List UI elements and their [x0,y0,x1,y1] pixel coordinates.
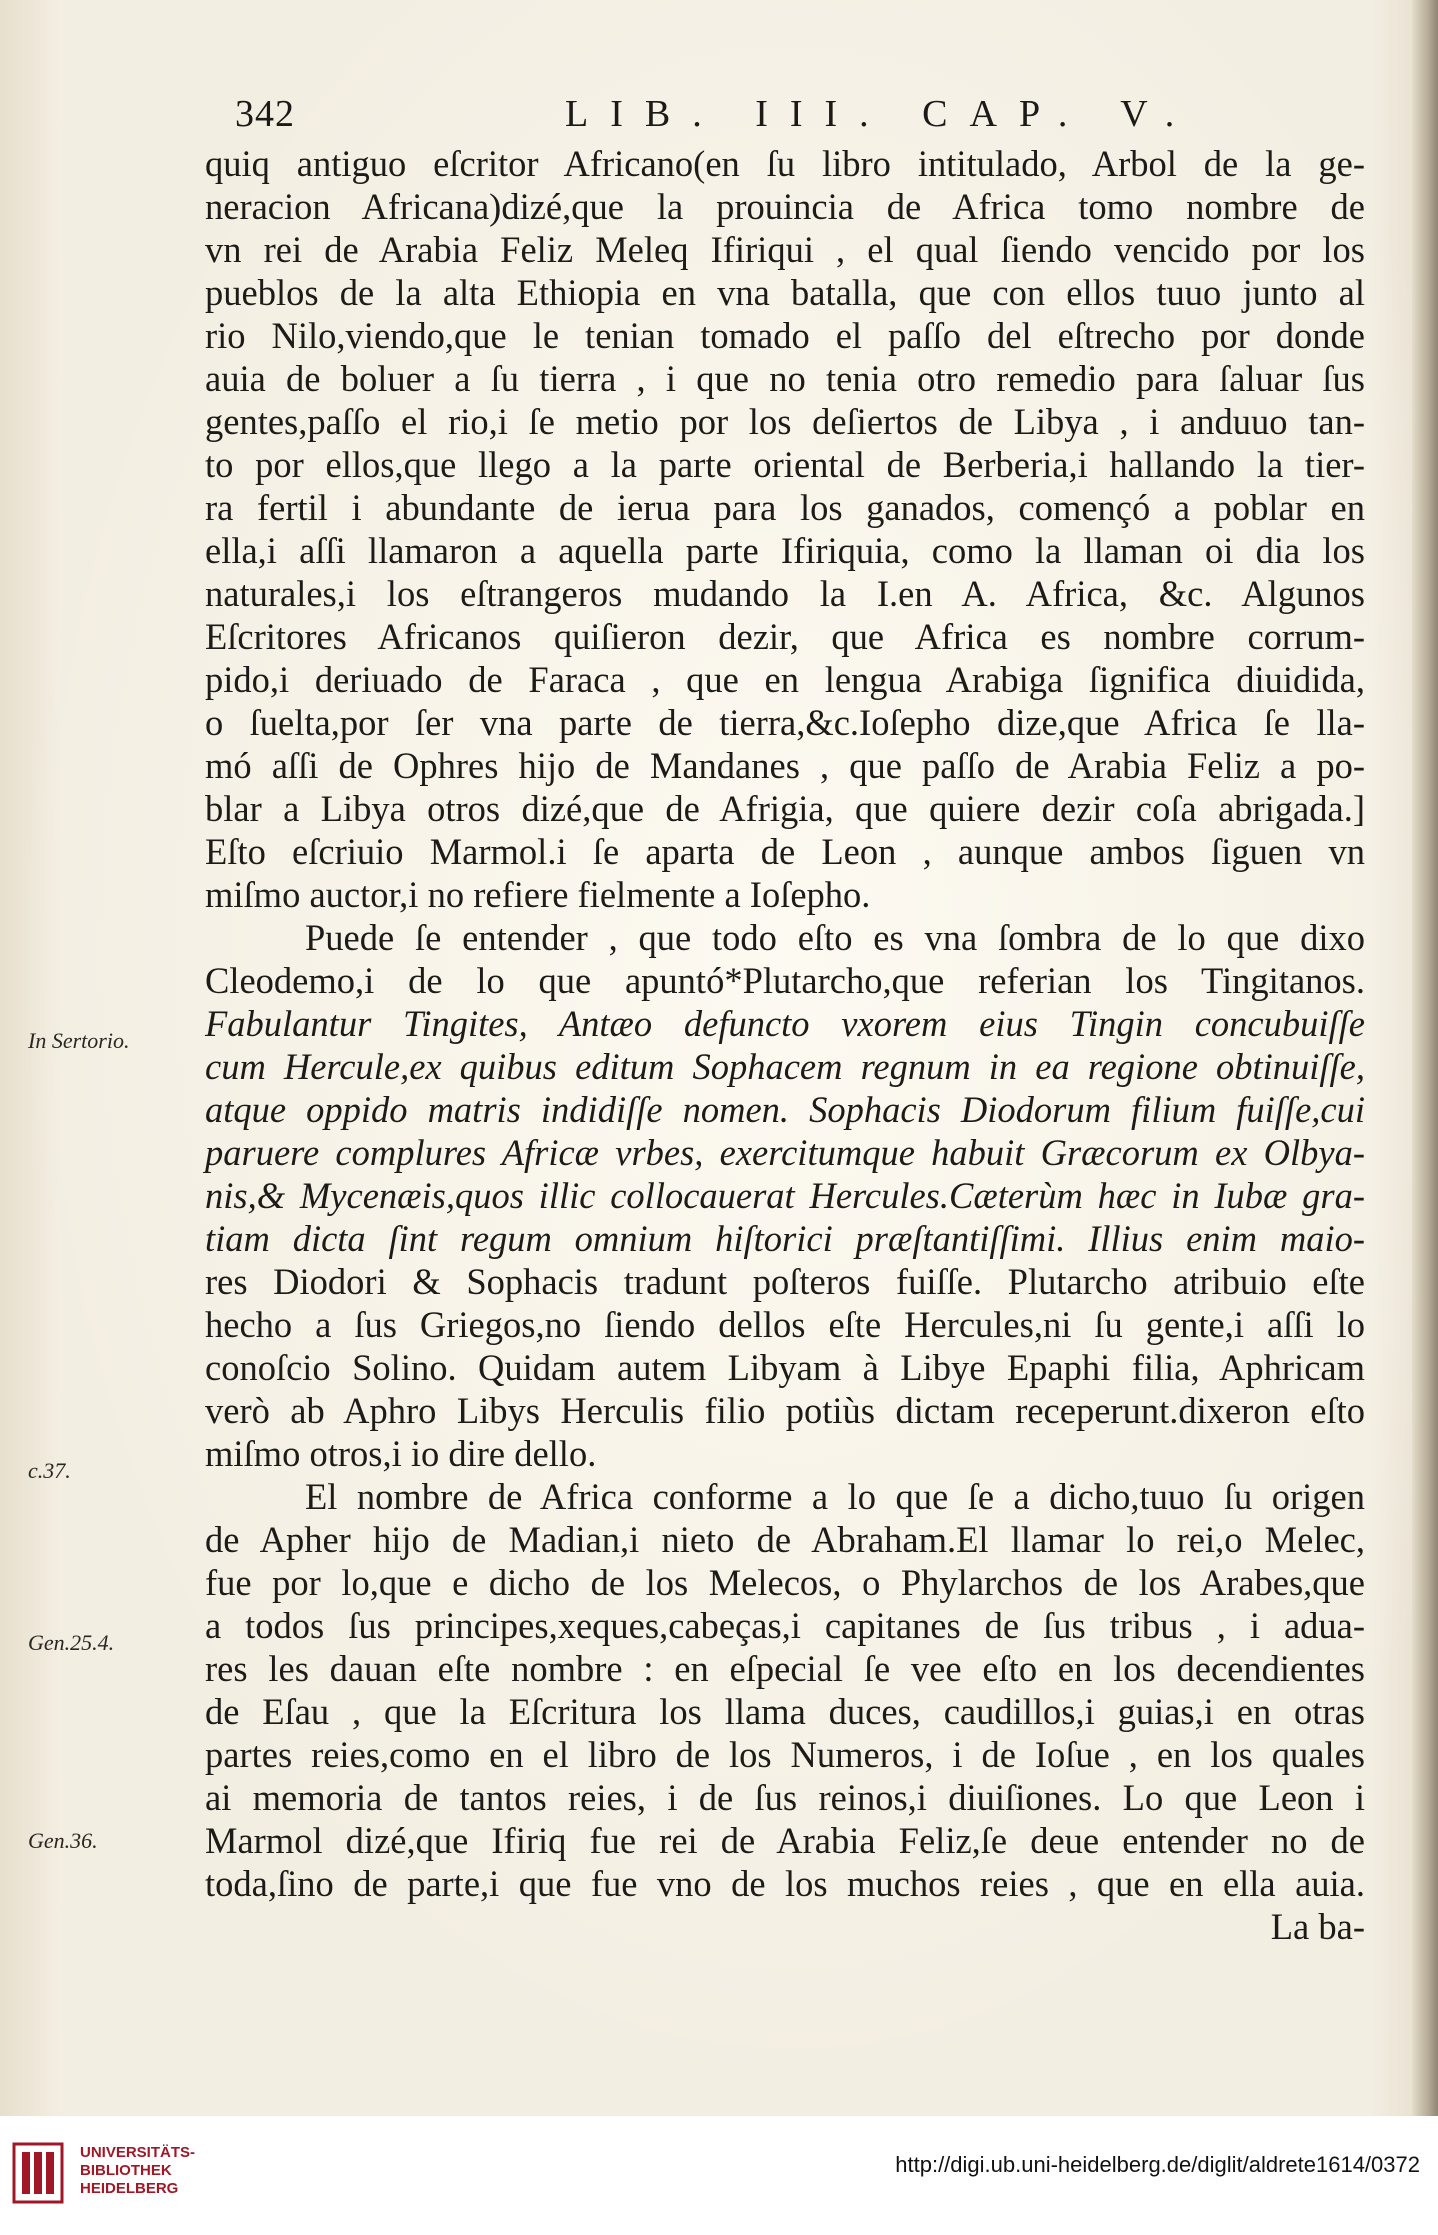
latin-quote-line: nis,& Mycenæis,quos illic collocauerat Hercules.Cæterùm hæc in Iubæ gra- [205,1175,1365,1216]
text-line: ai memoria de tantos reies, i de ſus reinos,i diuiſiones. Lo que Leon i [205,1777,1365,1818]
text-line: neracion Africana)dizé,que la prouincia de Africa tomo nombre de [205,186,1365,227]
text-line: rio Nilo,viendo,que le tenian tomado el paſſo del eſtrecho por donde [205,315,1365,356]
text-line: blar a Libya otros dizé,que de Afrigia, que quiere dezir coſa abrigada.] [205,788,1365,829]
library-name [80,2144,195,2198]
latin-quote-line: atque oppido matris indidiſſe nomen. Sophacis Diodorum filium fuiſſe,cui [205,1089,1365,1130]
margin-note: Gen.25.4. [28,1630,115,1655]
text-line: El nombre de Africa conforme a lo que ſe a dicho,tuuo ſu origen [305,1476,1365,1517]
text-line: quiq antiguo eſcritor Africano(en ſu libro intitulado, Arbol de la ge- [205,143,1365,184]
text-line: partes reies,como en el libro de los Numeros, i de Ioſue , en los quales [205,1734,1365,1775]
latin-quote-line: paruere complures Africæ vrbes, exercitumque habuit Græcorum ex Olbya- [205,1132,1365,1173]
text-line: miſmo auctor,i no refiere fielmente a Ioſepho. [205,874,871,915]
text-line: mó aſſi de Ophres hijo de Mandanes , que paſſo de Arabia Feliz a po- [205,745,1365,786]
text-line: Cleodemo,i de lo que apuntó*Plutarcho,que referian los Tingitanos. [205,960,1365,1001]
text-line: ra fertil i abundante de ierua para los ganados, començó a poblar en [205,487,1365,528]
text-line: de Eſau , que la Eſcritura los llama duces, caudillos,i guias,i en otras [205,1691,1365,1732]
page-edge [1412,0,1438,2116]
text-line: ella,i aſſi llamaron a aquella parte Ifiriquia, como la llaman oi dia los [205,530,1365,571]
text-line: de Apher hijo de Madian,i nieto de Abraham.El llamar lo rei,o Melec, [205,1519,1365,1560]
text-line: fue por lo,que e dicho de los Melecos, o Phylarchos de los Arabes,que [205,1562,1365,1603]
footer-bar [0,2116,1438,2235]
margin-note: In Sertorio. [28,1028,130,1053]
text-line: Marmol dizé,que Ifiriq fue rei de Arabia Feliz,ſe deue entender no de [205,1820,1365,1861]
text-line: res Diodori & Sophacis tradunt poſteros fuiſſe. Plutarcho atribuio eſte [205,1261,1365,1302]
text-line: a todos ſus principes,xeques,cabeças,i capitanes de ſus tribus , i adua- [205,1605,1365,1646]
running-head: LIB. III. CAP. V. [565,93,1197,135]
text-line: auia de boluer a ſu tierra , i que no tenia otro remedio para ſaluar ſus [205,358,1365,399]
library-name-line: UNIVERSITÄTS- [80,2144,196,2161]
page-header [235,92,1385,136]
latin-quote-line: tiam dicta ſint regum omnium hiſtorici præſtantiſſimi. Illius enim maio- [205,1218,1365,1259]
text-line: vn rei de Arabia Feliz Meleq Ifiriqui , el qual ſiendo vencido por los [205,229,1365,270]
text-line: o ſuelta,por ſer vna parte de tierra,&c.Ioſepho dize,que Africa ſe lla- [205,702,1365,743]
text-line: miſmo otros,i io dire dello. [205,1433,597,1474]
library-name-line: HEIDELBERG [80,2180,179,2197]
page-number: 342 [235,93,295,135]
catchword: La ba- [1270,1906,1365,1947]
text-line: pueblos de la alta Ethiopia en vna batalla, que con ellos tuuo junto al [205,272,1365,313]
text-line: Eſto eſcriuio Marmol.i ſe aparta de Leon , aunque ambos ſiguen vn [205,831,1365,872]
library-name-line: BIBLIOTHEK [80,2162,172,2179]
text-line: Eſcritores Africanos quiſieron dezir, que Africa es nombre corrum- [205,616,1365,657]
text-line: pido,i deriuado de Faraca , que en lengua Arabiga ſignifica diuidida, [205,659,1365,700]
text-line: conoſcio Solino. Quidam autem Libyam à Libye Epaphi filia, Aphricam [205,1347,1365,1388]
text-line: Puede ſe entender , que todo eſto es vna ſombra de lo que dixo [305,917,1365,958]
text-line: res les dauan eſte nombre : en eſpecial ſe vee eſto en los decendientes [205,1648,1365,1689]
margin-note: c.37. [28,1458,71,1483]
margin-note: Gen.36. [28,1828,98,1853]
body-text [205,142,1365,1948]
latin-quote-line: cum Hercule,ex quibus editum Sophacem regnum in ea regione obtinuiſſe, [205,1046,1365,1087]
source-url-link[interactable]: http://digi.ub.uni-heidelberg.de/diglit/aldrete1614/0372 [895,2152,1420,2177]
library-logo-icon [12,2140,64,2206]
text-line: verò ab Aphro Libys Herculis filio potiùs dictam receperunt.dixeron eſto [205,1390,1365,1431]
text-line: to por ellos,que llego a la parte oriental de Berberia,i hallando la tier- [205,444,1365,485]
text-line: naturales,i los eſtrangeros mudando la I.en A. Africa, &c. Algunos [205,573,1365,614]
latin-quote-line: Fabulantur Tingites, Antæo defuncto vxorem eius Tingin concubuiſſe [205,1003,1365,1044]
text-line: gentes,paſſo el rio,i ſe metio por los deſiertos de Libya , i anduuo tan- [205,401,1365,442]
text-line: hecho a ſus Griegos,no ſiendo dellos eſte Hercules,ni ſu gente,i aſſi lo [205,1304,1365,1345]
text-line: toda,ſino de parte,i que fue vno de los muchos reies , que en ella auia. [205,1863,1365,1904]
